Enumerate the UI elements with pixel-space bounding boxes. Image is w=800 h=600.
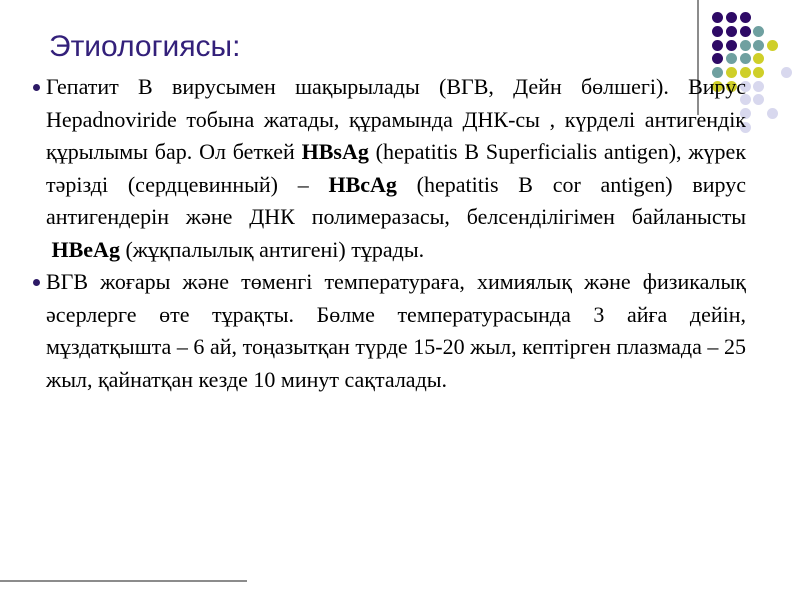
horizontal-divider-line	[0, 580, 247, 582]
bullet-icon	[33, 84, 40, 91]
dot	[753, 94, 764, 105]
dot	[712, 26, 723, 37]
dot	[753, 53, 764, 64]
dot	[753, 26, 764, 37]
dot	[753, 81, 764, 92]
dot	[740, 53, 751, 64]
dot	[753, 67, 764, 78]
dot	[767, 108, 778, 119]
bullet-item	[46, 266, 746, 396]
bullet-item	[46, 71, 746, 266]
dot	[740, 26, 751, 37]
dot	[740, 12, 751, 23]
dot	[740, 40, 751, 51]
slide-body	[46, 71, 746, 396]
dot	[712, 40, 723, 51]
dot	[767, 40, 778, 51]
dot	[781, 67, 792, 78]
bullet-text: ВГВ жоғары және төменгі температураға, химиялық және физикалық әсерлерге өте тұрақты. Бөлме температурасында 3 айға дейін, мұздатқышта – 6 ай, тоңазытқан түрде 15-20 жыл, кептірген плазмада – 25 жыл, қайнатқан кезде 10 минут сақталады.	[46, 269, 746, 392]
bullet-text: Гепатит В вирусымен шақырылады (ВГВ, Дейн бөлшегі). Вирус Hepadnoviride тобына жатады, құрамында ДНК-сы , күрделі антигендік құрылымы бар. Ол беткей HBsAg (hepatitis B Superficialis antigen), жүрек тәрізді (сердцевинный) – HBcAg (hepatitis B cor antigen) вирус антигендерін және ДНК полимеразасы, белсенділігімен байланысты HBeAg (жұқпалылық антигені) тұрады.	[46, 74, 747, 262]
dot	[712, 53, 723, 64]
dot	[726, 53, 737, 64]
dot	[726, 12, 737, 23]
dot	[712, 12, 723, 23]
slide-title: Этиологиясы:	[49, 30, 241, 63]
bullet-icon	[33, 279, 40, 286]
dot	[726, 26, 737, 37]
dot	[726, 40, 737, 51]
dot	[753, 40, 764, 51]
